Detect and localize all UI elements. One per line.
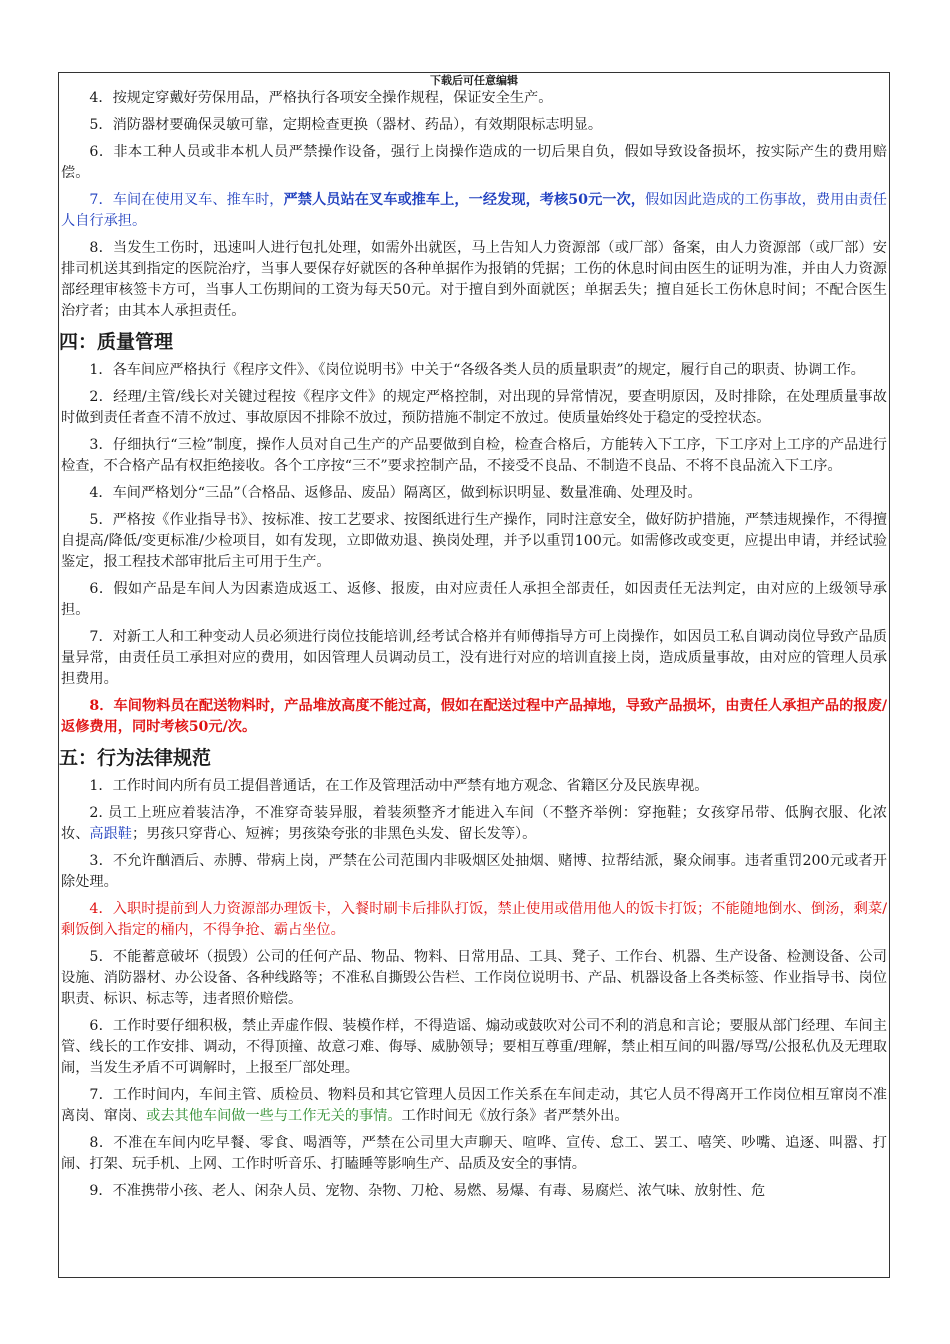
text-segment: 5．严格按《作业指导书》、按标准、按工艺要求、按图纸进行生产操作，同时注意安全，做好防护措施，严禁违规操作，不得擅自提高/降低/变更标准/少检项目，如有发现，立即做劝退、换岗处理，并予以重罚100元。如需修改或变更，应提出申请，并经试验鉴定，报工程技术部审批后主可用于生产。: [61, 512, 887, 570]
text-segment: 1．工作时间内所有员工提倡普通话，在工作及管理活动中严禁有地方观念、省籍区分及民族卑视。: [89, 778, 709, 794]
quality-paragraph-6: [59, 579, 889, 621]
conduct-paragraph-6: [59, 1016, 889, 1079]
text-segment: 8．当发生工伤时，迅速叫人进行包扎处理，如需外出就医，马上告知人力资源部（或厂部）备案，由人力资源部（或厂部）安排司机送其到指定的医院治疗，当事人要保存好就医的各种单据作为报销的凭据；工伤的休息时间由医生的证明为准，并由人力资源部经理审核签卡方可，当事人工伤期间的工资为每天50元。对于擅自到外面就医；单据丢失；擅自延长工伤休息时间；不配合医生治疗者；由其本人承担责任。: [61, 240, 887, 319]
text-segment: 8．车间物料员在配送物料时，产品堆放高度不能过高，假如在配送过程中产品掉地，导致产品损坏，由责任人承担产品的报废/返修费用，同时考核50元/次。: [61, 698, 887, 735]
text-segment: 工作时间无《放行条》者严禁外出。: [401, 1108, 629, 1124]
text-segment: ；男孩只穿背心、短裤；男孩染夸张的非黑色头发、留长发等）。: [131, 826, 537, 842]
text-segment: 8．不准在车间内吃早餐、零食、喝酒等，严禁在公司里大声聊天、喧哗、宣传、怠工、罢工、嘻笑、吵嘴、追逐、叫嚣、打闹、打架、玩手机、上网、工作时听音乐、打瞌睡等影响生产、品质及安全的事情。: [61, 1135, 887, 1172]
safety-paragraph-4: [59, 190, 889, 232]
safety-paragraph-3: [59, 142, 889, 184]
quality-paragraph-7: [59, 627, 889, 690]
quality-paragraph-3: [59, 435, 889, 477]
safety-paragraph-5: [59, 238, 889, 322]
conduct-paragraph-5: [59, 947, 889, 1010]
conduct-paragraph-7: [59, 1085, 889, 1127]
text-segment: 4．车间严格划分“三品”（合格品、返修品、废品）隔离区，做到标识明显、数量准确、处理及时。: [89, 485, 702, 501]
document-frame: [58, 72, 890, 1278]
text-segment: 6．假如产品是车间人为因素造成返工、返修、报废，由对应责任人承担全部责任，如因责任无法判定，由对应的上级领导承担。: [61, 581, 887, 618]
quality-section: [59, 360, 889, 738]
text-segment: 1．各车间应严格执行《程序文件》、《岗位说明书》中关于“各级各类人员的质量职责”的规定，履行自己的职责、协调工作。: [89, 362, 865, 378]
text-segment: 或去其他车间做一些与工作无关的事情。: [146, 1108, 402, 1124]
conduct-paragraph-4: [59, 899, 889, 941]
intro-section: [59, 88, 889, 322]
text-segment: 3．不允许酗酒后、赤膊、带病上岗，严禁在公司范围内非吸烟区处抽烟、赌博、拉帮结派，聚众闹事。违者重罚200元或者开除处理。: [61, 853, 887, 890]
text-segment: 5．消防器材要确保灵敏可靠，定期检查更换（器材、药品），有效期限标志明显。: [89, 117, 603, 133]
text-segment: 4．入职时提前到人力资源部办理饭卡，入餐时刷卡后排队打饭，禁止使用或借用他人的饭卡打饭；不能随地倒水、倒汤，剩菜/剩饭倒入指定的桶内，不得争抢、霸占坐位。: [61, 901, 887, 938]
text-segment: 7．工作时间内，车间主管、质检员、物料员和其它管理人员因工作关系在车间走动，其它人员不得离开工作岗位相互窜岗不准离岗、窜岗、: [61, 1087, 887, 1124]
conduct-paragraph-8: [59, 1133, 889, 1175]
safety-paragraph-2: [59, 115, 889, 136]
text-segment: 严禁人员站在叉车或推车上，一经发现，考核50元一次，: [283, 192, 646, 208]
text-segment: 假如因此造成的工伤事故，费用由责任人自行承担。: [61, 192, 887, 229]
text-segment: 2. 员工上班应着装洁净，不准穿奇装异服，着装须整齐才能进入车间（不整齐举例：穿拖鞋；女孩穿吊带、低胸衣服、化浓妆、: [61, 805, 887, 842]
text-segment: 高跟鞋: [89, 826, 132, 842]
text-segment: 4．按规定穿戴好劳保用品，严格执行各项安全操作规程，保证安全生产。: [89, 90, 553, 106]
text-segment: 7．对新工人和工种变动人员必须进行岗位技能培训,经考试合格并有师傅指导方可上岗操作，如因员工私自调动岗位导致产品质量异常，由责任员工承担对应的费用，如因管理人员调动员工，没有进行对应的培训直接上岗，造成质量事故，由对应的管理人员承担费用。: [61, 629, 887, 687]
text-segment: 3．仔细执行“三检”制度，操作人员对自己生产的产品要做到自检，检查合格后，方能转入下工序，下工序对上工序的产品进行检查，不合格产品有权拒绝接收。各个工序按“三不”要求控制产品，不接受不良品、不制造不良品、不将不良品流入下工序。: [61, 437, 887, 474]
quality-paragraph-2: [59, 387, 889, 429]
quality-paragraph-5: [59, 510, 889, 573]
conduct-paragraph-3: [59, 851, 889, 893]
conduct-paragraph-1: [59, 776, 889, 797]
section-title-quality: 四：质量管理: [59, 331, 174, 353]
conduct-section: [59, 776, 889, 1202]
conduct-paragraph-2: [59, 803, 889, 845]
text-segment: 7．车间在使用叉车、推车时，: [89, 192, 284, 208]
quality-paragraph-8: [59, 696, 889, 738]
text-segment: 6．工作时要仔细积极，禁止弄虚作假、装模作样，不得造谣、煽动或鼓吹对公司不利的消息和言论；要服从部门经理、车间主管、线长的工作安排、调动，不得顶撞、故意刁难、侮辱、威胁领导；要相互尊重/理解，禁止相互间的叫嚣/辱骂/公报私仇及无理取闹，当发生矛盾不可调解时，上报至厂部处理。: [61, 1018, 887, 1076]
text-segment: 5．不能蓄意破坏（损毁）公司的任何产品、物品、物料、日常用品、工具、凳子、工作台、机器、生产设备、检测设备、公司设施、消防器材、办公设备、各种线路等；不准私自撕毁公告栏、工作岗位说明书、产品、机器设备上各类标签、作业指导书、岗位职责、标识、标志等，违者照价赔偿。: [61, 949, 887, 1007]
quality-paragraph-1: [59, 360, 889, 381]
section-title-conduct: 五：行为法律规范: [59, 747, 212, 769]
text-segment: 6．非本工种人员或非本机人员严禁操作设备，强行上岗操作造成的一切后果自负，假如导致设备损坏，按实际产生的费用赔偿。: [61, 144, 887, 181]
conduct-paragraph-9: [59, 1181, 889, 1202]
safety-paragraph-1: [59, 88, 889, 109]
text-segment: 2．经理/主管/线长对关键过程按《程序文件》的规定严格控制，对出现的异常情况，要查明原因，及时排除，在处理质量事故时做到责任者查不清不放过、事故原因不排除不放过，预防措施不制定不放过。使质量始终处于稳定的受控状态。: [61, 389, 887, 426]
quality-paragraph-4: [59, 483, 889, 504]
download-header: 下载后可任意编辑: [430, 74, 518, 87]
text-segment: 9．不准携带小孩、老人、闲杂人员、宠物、杂物、刀枪、易燃、易爆、有毒、易腐烂、浓气味、放射性、危: [89, 1183, 766, 1199]
